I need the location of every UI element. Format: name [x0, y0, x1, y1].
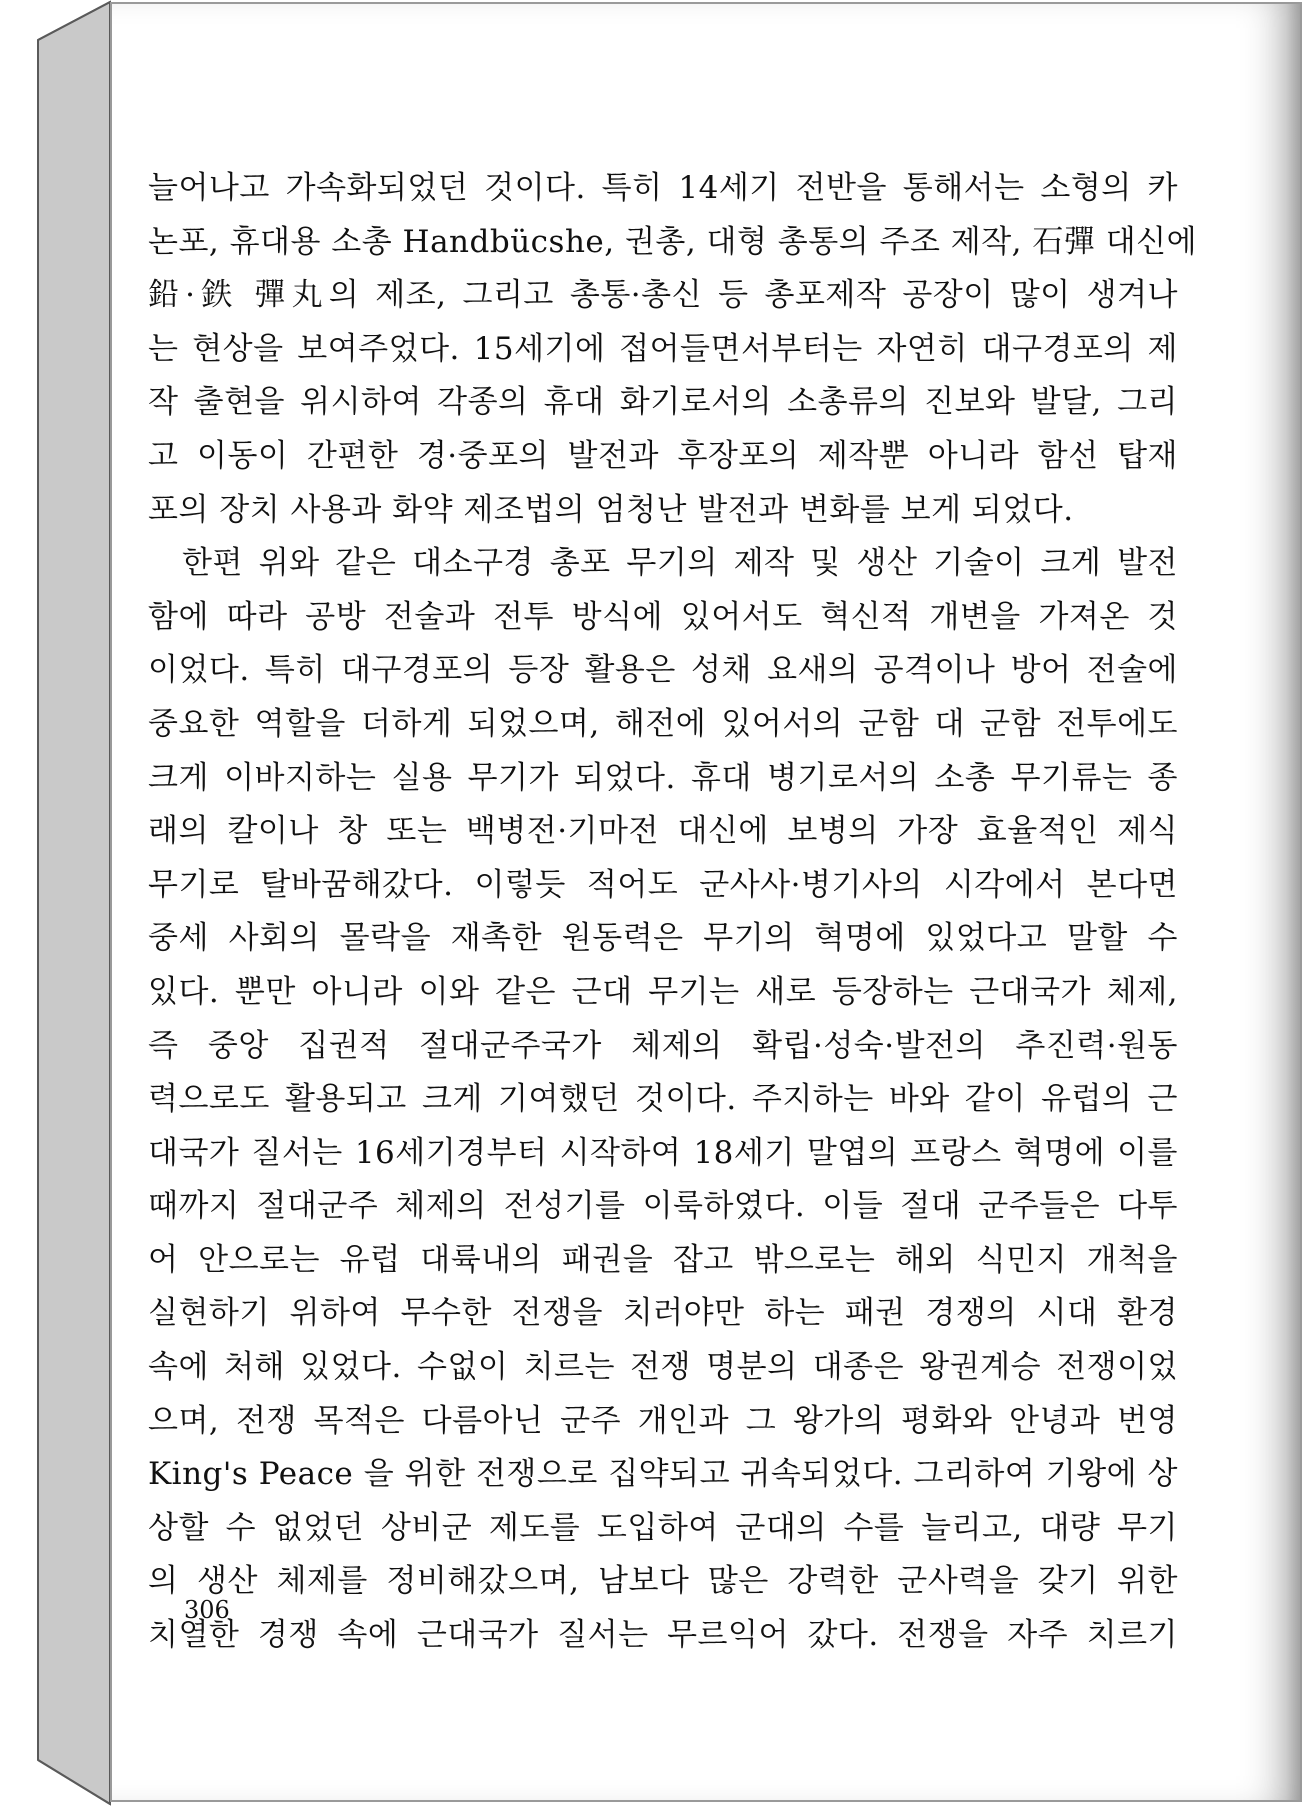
text-line: 치열한 경쟁 속에 근대국가 질서는 무르익어 갔다. 전쟁을 자주 치르기: [148, 1617, 1178, 1654]
book-spine: [0, 0, 115, 1806]
text-line: 즉 중앙 집권적 절대군주국가 체제의 확립·성숙·발전의 추진력·원동: [148, 1027, 1178, 1064]
text-line: 력으로도 활용되고 크게 기여했던 것이다. 주지하는 바와 같이 유럽의 근: [148, 1081, 1178, 1118]
page-number: 306: [184, 1596, 230, 1624]
text-line: 으며, 전쟁 목적은 다름아닌 군주 개인과 그 왕가의 평화와 안녕과 번영: [148, 1402, 1178, 1439]
text-line: 중요한 역할을 더하게 되었으며, 해전에 있어서의 군함 대 군함 전투에도: [148, 705, 1178, 742]
text-line: 작 출현을 위시하여 각종의 휴대 화기로서의 소총류의 진보와 발달, 그리: [148, 384, 1178, 421]
text-line: 크게 이바지하는 실용 무기가 되었다. 휴대 병기로서의 소총 무기류는 종: [148, 759, 1178, 796]
text-line: 실현하기 위하여 무수한 전쟁을 치러야만 하는 패권 경쟁의 시대 환경: [148, 1295, 1178, 1332]
text-line: 의 생산 체제를 정비해갔으며, 남보다 많은 강력한 군사력을 갖기 위한: [148, 1563, 1178, 1600]
text-line: 논포, 휴대용 소총 Handbücshe, 권총, 대형 총통의 주조 제작, 石彈 대신에: [148, 223, 1198, 260]
text-line: 한편 위와 같은 대소구경 총포 무기의 제작 및 생산 기술이 크게 발전: [182, 545, 1178, 582]
page-edge-shadow: [1286, 4, 1300, 1800]
text-line: 중세 사회의 몰락을 재촉한 원동력은 무기의 혁명에 있었다고 말할 수: [148, 920, 1178, 957]
text-line: King's Peace 을 위한 전쟁으로 집약되고 귀속되었다. 그리하여 기왕에 상: [148, 1456, 1178, 1493]
text-line: 는 현상을 보여주었다. 15세기에 접어들면서부터는 자연히 대구경포의 제: [148, 330, 1178, 367]
text-line: 고 이동이 간편한 경·중포의 발전과 후장포의 제작뿐 아니라 함선 탑재: [148, 437, 1178, 474]
text-line: 함에 따라 공방 전술과 전투 방식에 있어서도 혁신적 개변을 가져온 것: [148, 598, 1178, 635]
text-line: 대국가 질서는 16세기경부터 시작하여 18세기 말엽의 프랑스 혁명에 이를: [148, 1134, 1178, 1171]
text-line: 래의 칼이나 창 또는 백병전·기마전 대신에 보병의 가장 효율적인 제식: [148, 813, 1178, 850]
text-line: 무기로 탈바꿈해갔다. 이렇듯 적어도 군사사·병기사의 시각에서 본다면: [148, 866, 1178, 903]
text-line: 늘어나고 가속화되었던 것이다. 특히 14세기 전반을 통해서는 소형의 카: [148, 170, 1178, 206]
text-line: 속에 처해 있었다. 수없이 치르는 전쟁 명분의 대종은 왕권계승 전쟁이었: [148, 1349, 1178, 1386]
text-line: 있다. 뿐만 아니라 이와 같은 근대 무기는 새로 등장하는 근대국가 체제,: [148, 973, 1178, 1010]
text-line: 포의 장치 사용과 화약 제조법의 엄청난 발전과 변화를 보게 되었다.: [148, 491, 1074, 528]
text-line: 이었다. 특히 대구경포의 등장 활용은 성채 요새의 공격이나 방어 전술에: [148, 652, 1178, 689]
book-spine-face: [38, 2, 110, 1804]
text-line: 鉛·鉄 彈丸의 제조, 그리고 총통·총신 등 총포제작 공장이 많이 생겨나: [148, 277, 1178, 314]
text-line: 상할 수 없었던 상비군 제도를 도입하여 군대의 수를 늘리고, 대량 무기: [148, 1509, 1178, 1546]
body-text: [148, 162, 1198, 1663]
text-line: 어 안으로는 유럽 대륙내의 패권을 잡고 밖으로는 해외 식민지 개척을: [148, 1241, 1178, 1278]
text-line: 때까지 절대군주 체제의 전성기를 이룩하였다. 이들 절대 군주들은 다투: [148, 1188, 1178, 1225]
